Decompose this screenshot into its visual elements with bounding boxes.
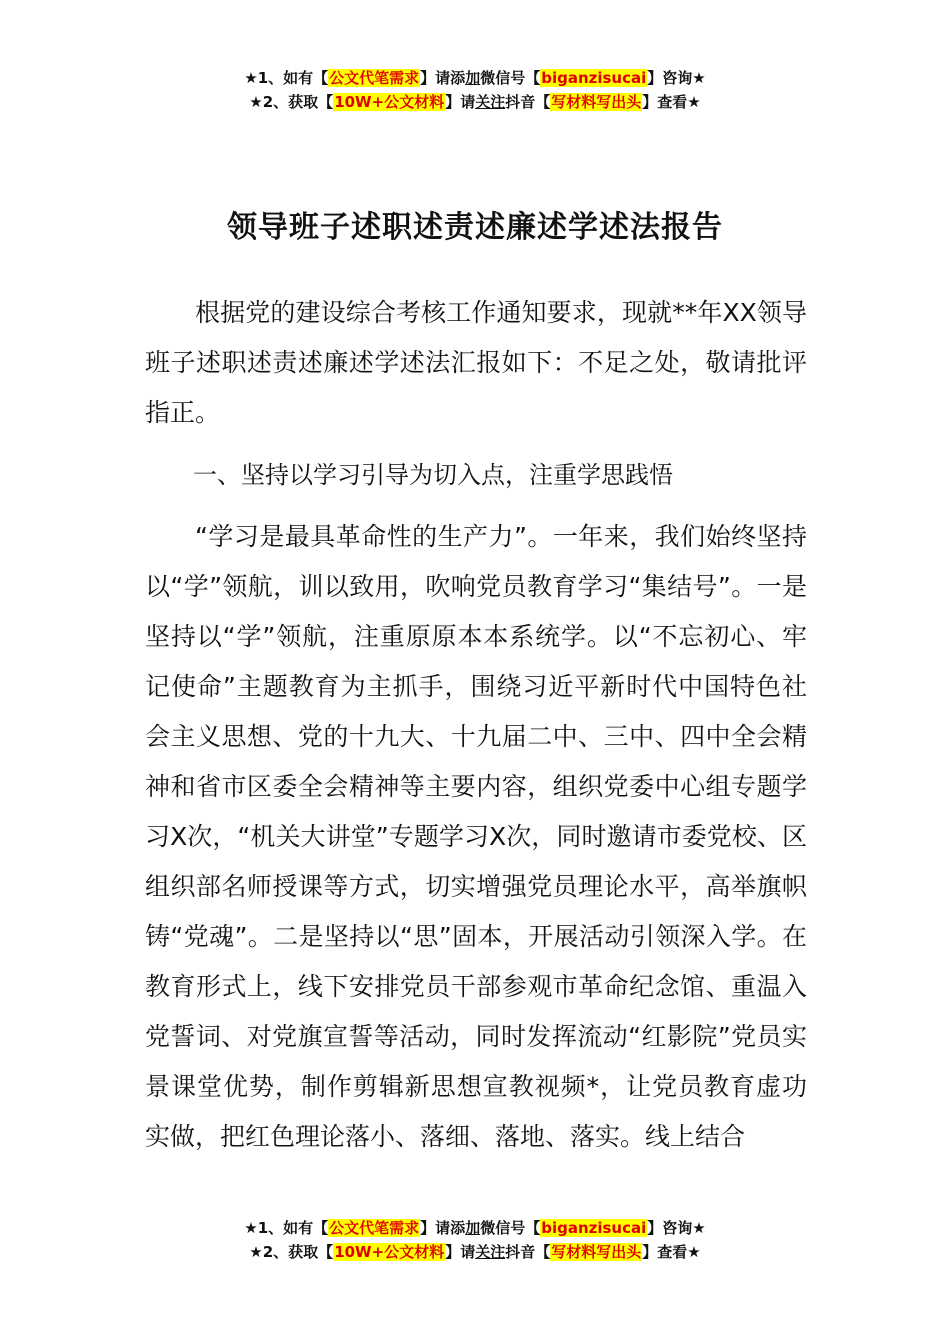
banner-line-2 <box>0 1240 950 1264</box>
banner-underline: 加 <box>465 1219 481 1237</box>
banner-text: 】请 <box>445 93 476 111</box>
banner-underline: 加 <box>465 69 481 87</box>
section-heading: 一、坚持以学习引导为切入点，注重学思践悟 <box>193 461 673 489</box>
banner-text: 微信号【 <box>480 1219 541 1237</box>
banner-text: 抖音【 <box>505 93 551 111</box>
banner-highlight: 10W+公文材料 <box>334 93 445 111</box>
banner-text: ★2、获取【 <box>249 93 334 111</box>
banner-text: 】咨询★ <box>647 69 706 87</box>
intro-paragraph: 根据党的建设综合考核工作通知要求，现就**年XX领导班子述职述责述廉述学述法汇报如下：不足之处，敬请批评指正。 <box>145 298 807 427</box>
banner-text: 】查看★ <box>642 93 701 111</box>
banner-underline: 关注 <box>475 93 506 111</box>
banner-text: ★1、如有【 <box>244 1219 329 1237</box>
banner-text: 】请添 <box>420 69 466 87</box>
banner-text: 】请添 <box>420 1219 466 1237</box>
banner-line-1 <box>0 66 950 90</box>
banner-highlight: 10W+公文材料 <box>334 1243 445 1261</box>
banner-text: 】请 <box>445 1243 476 1261</box>
header-banner <box>0 66 950 114</box>
section-body-paragraph: “学习是最具革命性的生产力”。一年来，我们始终坚持以“学”领航，训以致用，吹响党员教育学习“集结号”。一是坚持以“学”领航，注重原原本本系统学。以“不忘初心、牢记使命”主题教育为主抓手，围绕习近平新时代中国特色社会主义思想、党的十九大、十九届二中、三中、四中全会精神和省市区委全会精神等主要内容，组织党委中心组专题学习X次，“机关大讲堂”专题学习X次，同时邀请市委党校、区组织部名师授课等方式，切实增强党员理论水平，高举旗帜铸“党魂”。二是坚持以“思”固本，开展活动引领深入学。在教育形式上，线下安排党员干部参观市革命纪念馆、重温入党誓词、对党旗宣誓等活动，同时发挥流动“红影院”党员实景课堂优势，制作剪辑新思想宣教视频*，让党员教育虚功实做，把红色理论落小、落细、落地、落实。线上结合 <box>145 522 807 1151</box>
banner-highlight: 写材料写出头 <box>551 93 642 111</box>
banner-highlight: biganzisucai <box>541 1219 647 1237</box>
banner-highlight: 公文代笔需求 <box>329 1219 420 1237</box>
banner-text: 微信号【 <box>480 69 541 87</box>
banner-text: ★1、如有【 <box>244 69 329 87</box>
banner-highlight: biganzisucai <box>541 69 647 87</box>
banner-line-1 <box>0 1216 950 1240</box>
banner-line-2 <box>0 90 950 114</box>
banner-text: ★2、获取【 <box>249 1243 334 1261</box>
banner-text: 】咨询★ <box>647 1219 706 1237</box>
document-title: 领导班子述职述责述廉述学述法报告 <box>227 210 723 246</box>
banner-text: 】查看★ <box>642 1243 701 1261</box>
banner-text: 抖音【 <box>505 1243 551 1261</box>
banner-highlight: 公文代笔需求 <box>329 69 420 87</box>
banner-highlight: 写材料写出头 <box>551 1243 642 1261</box>
footer-banner <box>0 1216 950 1264</box>
banner-underline: 关注 <box>475 1243 506 1261</box>
